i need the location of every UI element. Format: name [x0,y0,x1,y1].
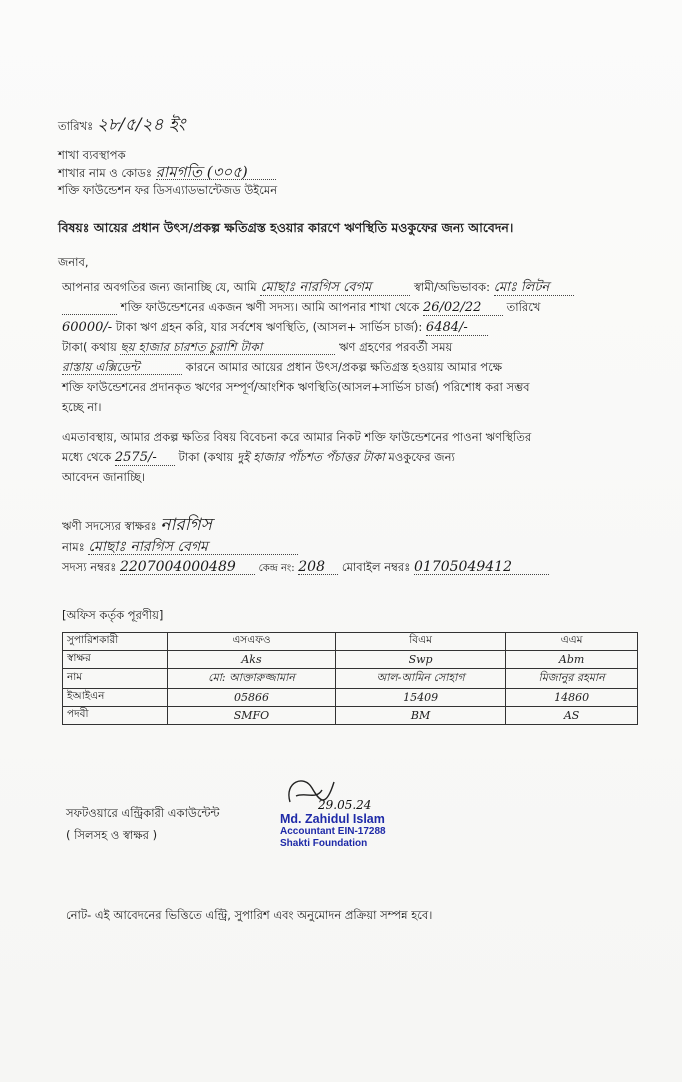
stamp-ein: Accountant EIN-17288 [280,826,386,837]
table-row [63,707,638,725]
body1-text-5: টাকা ঋণ গ্রহন করি, যার সর্বশেষ ঋণস্থিতি, (আসল+ সার্ভিস চার্জ): [115,320,423,334]
member-number-label: সদস্য নম্বরঃ [62,560,117,574]
mobile-value: 01705049412 [414,560,549,575]
balance-value: 6484/- [426,321,488,336]
member-sign-label: ঋণী সদস্যের স্বাক্ষরঃ [62,519,157,533]
stamp-org: Shakti Foundation [280,838,368,849]
waive-words-value: দুই হাজার পাঁচশত পঁচাত্তর টাকা [236,450,385,464]
table-cell: Aks [168,651,336,669]
table-cell: Abm [506,651,638,669]
table-cell: মিজানুর রহমান [506,669,638,689]
loan-amount-value: 60000/- [62,320,113,335]
row-label: পদবী [63,707,168,725]
body1-line3 [62,320,488,336]
body1-text-2: স্বামী/অভিভাবক: [414,280,490,294]
salutation: জনাব, [58,255,89,269]
member-name-line [62,540,298,555]
subject-line: বিষয়ঃ আয়ের প্রধান উৎস/প্রকল্প ক্ষতিগ্রস্ত হওয়ার কারণে ঋণস্থিতি মওকুফের জন্য আবেদন। [58,220,514,235]
table-cell: 05866 [168,689,336,707]
branch-label: শাখার নাম ও কোডঃ [58,166,153,180]
body1-text-6: টাকা( কথায় [62,340,117,354]
loan-date-value: 26/02/22 [423,301,503,316]
accountant-sublabel: ( সিলসহ ও স্বাক্ষর ) [66,828,158,842]
table-header: সুপারিশকারী [63,633,168,651]
table-row [63,651,638,669]
member-name-value: মোছাঃ নারগিস বেগম [260,281,410,296]
body2-text-3: টাকা (কথায় [178,450,234,464]
member-signature: নারগিস [160,515,213,535]
date-value: ২৮/৫/২৪ ইং [96,115,186,135]
manager-label: শাখা ব্যবস্থাপক [58,148,126,162]
date-line [58,115,186,135]
mobile-label: মোবাইল নম্বরঃ [341,560,411,574]
table-cell: মো: আক্তারুজ্জামান [168,669,336,689]
date-label: তারিখঃ [58,119,94,133]
table-cell: 14860 [506,689,638,707]
footer-note: নোট- এই আবেদনের ভিত্তিতে এন্ট্রি, সুপারিশ এবং অনুমোদন প্রক্রিয়া সম্পন্ন হবে। [66,908,433,922]
body1-line5 [62,360,502,375]
cause-value: রাস্তায় এক্সিডেন্ট [62,360,182,375]
waive-amount-value: 2575/- [115,451,175,466]
table-cell: BM [335,707,505,725]
center-label: কেন্দ্র নং: [258,563,295,574]
body1-text-3: শক্তি ফাউন্ডেশনের একজন ঋণী সদস্য। আমি আপনার শাখা থেকে [120,300,420,314]
table-header-row [63,633,638,651]
accountant-signature: 29.05.24 [318,798,372,812]
table-cell: SMFO [168,707,336,725]
table-header: এসএফও [168,633,336,651]
stamp-name: Md. Zahidul Islam [280,812,385,826]
member-name-label: নামঃ [62,540,85,554]
body1-text-8: কারনে আমার আয়ের প্রধান উৎস/প্রকল্প ক্ষতিগ্রস্ত হওয়ায় আমার পক্ষে [185,360,503,374]
table-header: বিএম [335,633,505,651]
body1-text-7: ঋণ গ্রহণের পরবর্তী সময় [339,340,453,354]
office-heading: [অফিস কর্তৃক পূরণীয়] [62,608,164,622]
body2-line1: এমতাবস্থায়, আমার প্রকল্প ক্ষতির বিষয় বিবেচনা করে আমার নিকট শক্তি ফাউন্ডেশনের পাওনা ঋণস্থিতির [62,430,532,444]
row-label: ইআইএন [63,689,168,707]
table-header: এএম [506,633,638,651]
body1-line4 [62,340,452,355]
member-sign-line [62,515,213,535]
branch-value: রামগতি (৩০৫) [156,165,276,180]
org-name: শক্তি ফাউন্ডেশন ফর ডিসএ্যাডভান্টেজড উইমেন [58,183,278,197]
table-row [63,669,638,689]
table-cell: আল-আমিন সোহাগ [335,669,505,689]
body2-text-4: মওকুফের জন্য [388,450,455,464]
body2-line3: আবেদন জানাচ্ছি। [62,470,146,484]
body1-text-4: তারিখে [506,300,541,314]
table-cell: 15409 [335,689,505,707]
table-cell: Swp [335,651,505,669]
body1-line2 [62,300,540,316]
balance-words-value: ছয় হাজার চারশত চুরাশি টাকা [120,340,335,355]
guardian-value: মোঃ লিটন [494,281,574,296]
body1-line1 [62,280,574,296]
body2-text-2: মধ্যে থেকে [62,450,112,464]
body1-line7: হচ্ছে না। [62,400,102,414]
accountant-stamp [280,812,386,850]
row-label: নাম [63,669,168,689]
center-value: 208 [298,560,338,575]
table-cell: AS [506,707,638,725]
accountant-label: সফটওয়ারে এন্ট্রিকারী একাউন্টেন্ট [66,806,220,820]
recommendation-table [62,632,638,725]
table-row [63,689,638,707]
row-label: স্বাক্ষর [63,651,168,669]
branch-line [58,165,276,180]
member-number-value: 2207004000489 [120,560,255,575]
body2-line2 [62,450,455,466]
member-name-field: মোছাঃ নারগিস বেগম [88,540,298,555]
body1-line6: শক্তি ফাউন্ডেশনের প্রদানকৃত ঋণের সম্পূর্ণ/আংশিক ঋণস্থিতি(আসল+সার্ভিস চার্জ) পরিশোধ করা সম্ভব [62,380,530,394]
body1-text-1: আপনার অবগতির জন্য জানাচ্ছি যে, আমি [62,280,257,294]
signature-scribble-icon [282,772,342,814]
member-number-line [62,560,549,576]
